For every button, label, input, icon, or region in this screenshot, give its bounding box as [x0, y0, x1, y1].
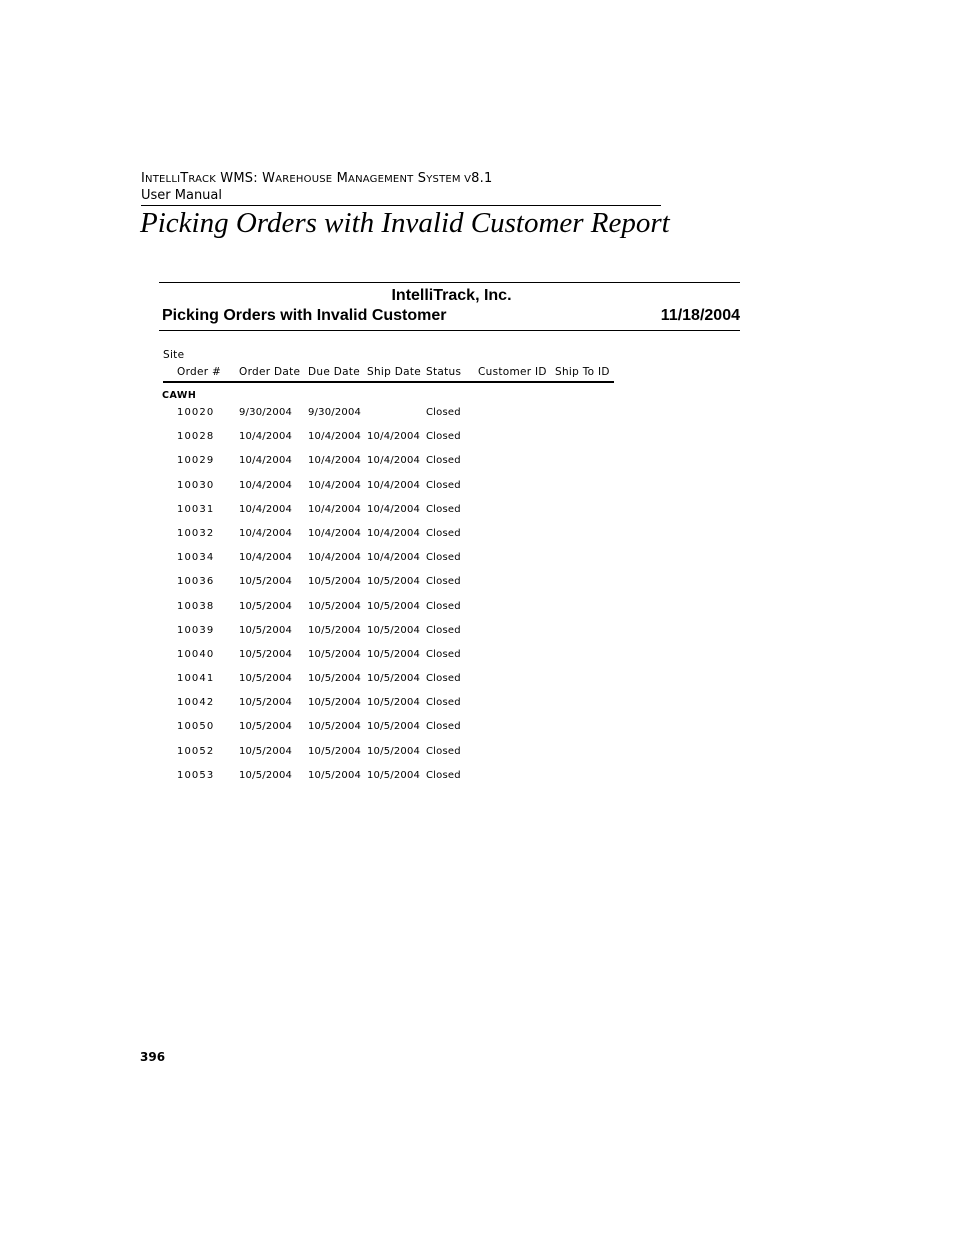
table-row — [159, 528, 740, 552]
cell-ship-date: 10/5/2004 — [367, 624, 421, 636]
column-header-rule — [163, 381, 614, 383]
running-header — [141, 171, 661, 206]
cell-status: Closed — [426, 527, 461, 539]
cell-order-number: 10031 — [177, 503, 215, 515]
table-row — [159, 697, 740, 721]
table-row — [159, 504, 740, 528]
cell-due-date: 10/4/2004 — [308, 527, 362, 539]
table-row — [159, 649, 740, 673]
cell-status: Closed — [426, 745, 461, 757]
page-title: Picking Orders with Invalid Customer Report — [140, 207, 670, 239]
col-order-date: Order Date — [239, 366, 301, 378]
report-top-rule — [159, 282, 740, 283]
cell-order-number: 10042 — [177, 697, 215, 709]
cell-order-date: 10/4/2004 — [239, 552, 293, 564]
cell-due-date: 10/5/2004 — [308, 576, 362, 588]
cell-ship-date: 10/5/2004 — [367, 673, 421, 685]
table-row — [159, 455, 740, 479]
table-row — [159, 552, 740, 576]
cell-due-date: 10/5/2004 — [308, 673, 362, 685]
cell-status: Closed — [426, 503, 461, 515]
table-row — [159, 480, 740, 504]
cell-due-date: 10/4/2004 — [308, 552, 362, 564]
cell-due-date: 10/4/2004 — [308, 503, 362, 515]
manual-label: User Manual — [141, 188, 223, 203]
col-customer-id: Customer ID — [478, 366, 547, 378]
cell-order-number: 10052 — [177, 745, 215, 757]
cell-order-number: 10029 — [177, 455, 215, 467]
report-title: Picking Orders with Invalid Customer — [162, 307, 447, 324]
cell-due-date: 10/5/2004 — [308, 624, 362, 636]
col-due-date: Due Date — [308, 366, 361, 378]
cell-ship-date: 10/5/2004 — [367, 648, 421, 660]
table-row — [159, 431, 740, 455]
cell-due-date: 10/5/2004 — [308, 745, 362, 757]
table-row — [159, 576, 740, 600]
cell-status: Closed — [426, 576, 461, 588]
cell-status: Closed — [426, 455, 461, 467]
cell-status: Closed — [426, 407, 461, 418]
cell-order-number: 10040 — [177, 648, 215, 660]
table-row — [159, 601, 740, 625]
cell-status: Closed — [426, 600, 461, 612]
cell-status: Closed — [426, 624, 461, 636]
cell-status: Closed — [426, 552, 461, 564]
cell-order-number: 10028 — [177, 431, 215, 443]
col-status: Status — [426, 366, 462, 378]
cell-status: Closed — [426, 431, 461, 443]
cell-order-number: 10039 — [177, 624, 215, 636]
cell-ship-date: 10/4/2004 — [367, 503, 421, 515]
col-site: Site — [163, 349, 185, 361]
cell-order-date: 9/30/2004 — [239, 407, 293, 418]
cell-order-number: 10036 — [177, 576, 215, 588]
cell-order-date: 10/5/2004 — [239, 769, 293, 781]
cell-due-date: 10/4/2004 — [308, 431, 362, 443]
cell-ship-date: 10/4/2004 — [367, 552, 421, 564]
cell-status: Closed — [426, 479, 461, 491]
table-row — [159, 770, 740, 794]
cell-due-date: 10/4/2004 — [308, 455, 362, 467]
cell-order-date: 10/5/2004 — [239, 673, 293, 685]
cell-status: Closed — [426, 648, 461, 660]
cell-order-date: 10/4/2004 — [239, 479, 293, 491]
table-row — [159, 721, 740, 745]
cell-status: Closed — [426, 673, 461, 685]
cell-ship-date: 10/5/2004 — [367, 721, 421, 733]
cell-order-date: 10/4/2004 — [239, 503, 293, 515]
cell-order-date: 10/5/2004 — [239, 648, 293, 660]
col-ship-to-id: Ship To ID — [555, 366, 610, 378]
report-date: 11/18/2004 — [660, 307, 740, 324]
page-number: 396 — [140, 1050, 166, 1064]
cell-ship-date: 10/4/2004 — [367, 455, 421, 467]
cell-order-date: 10/4/2004 — [239, 431, 293, 443]
col-order: Order # — [177, 366, 222, 378]
cell-order-date: 10/5/2004 — [239, 697, 293, 709]
table-row — [159, 407, 740, 431]
cell-status: Closed — [426, 769, 461, 781]
cell-order-number: 10041 — [177, 673, 215, 685]
cell-order-number: 10053 — [177, 769, 215, 781]
cell-due-date: 9/30/2004 — [308, 407, 362, 418]
cell-ship-date: 10/5/2004 — [367, 745, 421, 757]
cell-ship-date: 10/5/2004 — [367, 600, 421, 612]
cell-due-date: 10/5/2004 — [308, 600, 362, 612]
report-company: IntelliTrack, Inc. — [391, 287, 512, 304]
table-row — [159, 746, 740, 770]
cell-ship-date: 10/4/2004 — [367, 527, 421, 539]
cell-order-date: 10/5/2004 — [239, 745, 293, 757]
cell-order-number: 10020 — [177, 407, 215, 418]
cell-ship-date: 10/5/2004 — [367, 576, 421, 588]
cell-order-number: 10050 — [177, 721, 215, 733]
order-rows — [159, 407, 740, 794]
cell-order-date: 10/5/2004 — [239, 624, 293, 636]
cell-order-date: 10/5/2004 — [239, 721, 293, 733]
cell-ship-date: 10/5/2004 — [367, 697, 421, 709]
site-group-label: CAWH — [162, 390, 197, 401]
cell-order-number: 10032 — [177, 527, 215, 539]
table-row — [159, 625, 740, 649]
cell-due-date: 10/4/2004 — [308, 479, 362, 491]
cell-due-date: 10/5/2004 — [308, 697, 362, 709]
cell-order-number: 10030 — [177, 479, 215, 491]
cell-ship-date: 10/4/2004 — [367, 431, 421, 443]
cell-order-number: 10038 — [177, 600, 215, 612]
cell-order-date: 10/5/2004 — [239, 576, 293, 588]
cell-order-number: 10034 — [177, 552, 215, 564]
cell-order-date: 10/4/2004 — [239, 527, 293, 539]
col-ship-date: Ship Date — [367, 366, 422, 378]
cell-order-date: 10/4/2004 — [239, 455, 293, 467]
cell-status: Closed — [426, 697, 461, 709]
cell-order-date: 10/5/2004 — [239, 600, 293, 612]
cell-ship-date: 10/4/2004 — [367, 479, 421, 491]
cell-due-date: 10/5/2004 — [308, 769, 362, 781]
table-row — [159, 673, 740, 697]
cell-due-date: 10/5/2004 — [308, 648, 362, 660]
cell-ship-date: 10/5/2004 — [367, 769, 421, 781]
report-title-rule — [159, 330, 740, 331]
cell-status: Closed — [426, 721, 461, 733]
cell-due-date: 10/5/2004 — [308, 721, 362, 733]
product-name: INTELLITRACK WMS: WAREHOUSE MANAGEMENT SYSTEM V8.1 — [141, 171, 493, 186]
